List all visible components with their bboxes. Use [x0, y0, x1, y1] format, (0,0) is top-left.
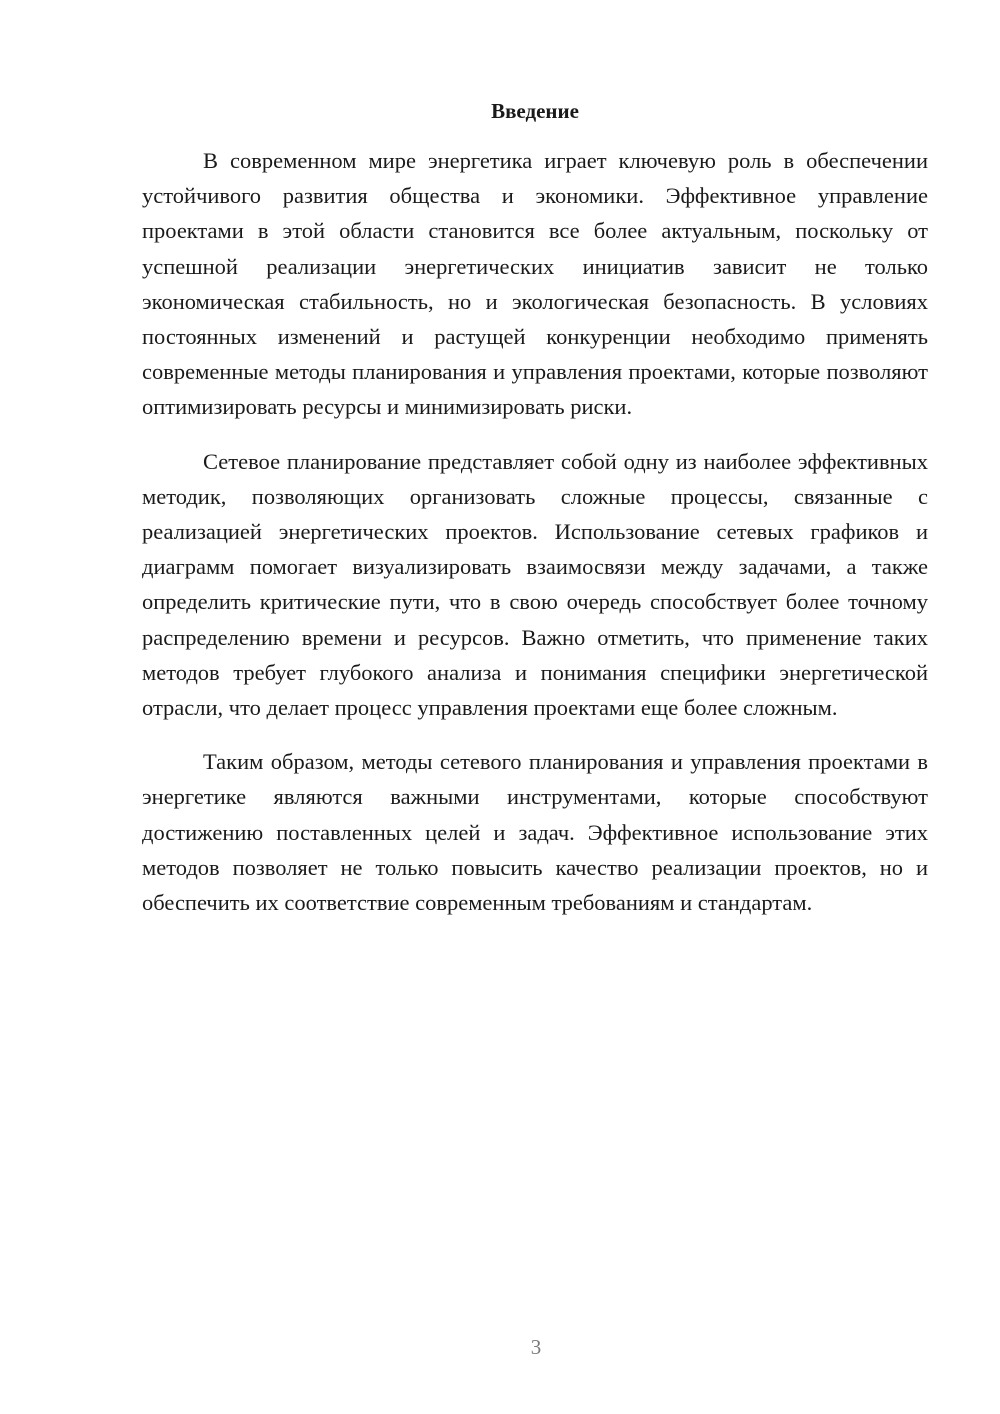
- paragraph-3: Таким образом, методы сетевого планирования и управления проектами в энергетике являются важными инструментами, которые способствуют достижению поставленных целей и задач. Эффективное использование этих методов позволяет не только повысить качество реализации проектов, но и обеспечить их соответствие современным требованиям и стандартам.: [142, 749, 928, 916]
- section-heading: Введение: [491, 99, 579, 123]
- paragraph-2: Сетевое планирование представляет собой одну из наиболее эффективных методик, позволяющих организовать сложные процессы, связанные с реализацией энергетических проектов. Использование сетевых графиков и диаграмм помогает визуализировать взаимосвязи между задачами, а также определить критические пути, что в свою очередь способствует более точному распределению времени и ресурсов. Важно отметить, что применение таких методов требует глубокого анализа и понимания специфики энергетической отрасли, что делает процесс управления проектами еще более сложным.: [142, 448, 928, 721]
- page-number: 3: [530, 1335, 542, 1359]
- body-text: [142, 143, 928, 920]
- paragraph-1: В современном мире энергетика играет ключевую роль в обеспечении устойчивого развития общества и экономики. Эффективное управление проектами в этой области становится все более актуальным, поскольку от успешной реализации энергетических инициатив зависит не только экономическая стабильность, но и экологическая безопасность. В условиях постоянных изменений и растущей конкуренции необходимо применять современные методы планирования и управления проектами, которые позволяют оптимизировать ресурсы и минимизировать риски.: [142, 148, 928, 420]
